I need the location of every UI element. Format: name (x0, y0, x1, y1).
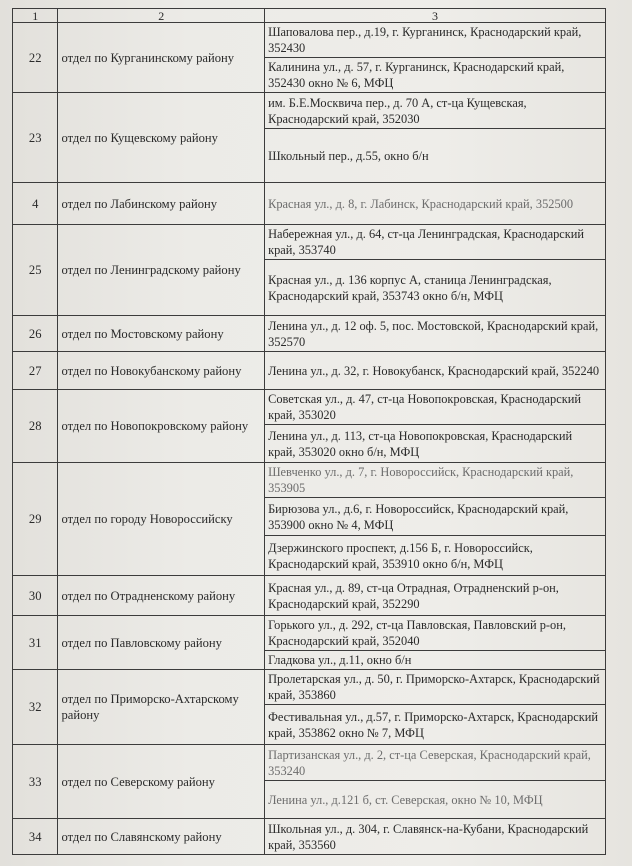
table-row (13, 390, 606, 425)
office-address: Пролетарская ул., д. 50, г. Приморско-Ахтарск, Краснодарский край, 353860 (265, 670, 606, 705)
row-number: 26 (13, 316, 58, 352)
office-address: Калинина ул., д. 57, г. Курганинск, Краснодарский край, 352430 окно № 6, МФЦ (265, 58, 606, 93)
office-address: Ленина ул., д.121 б, ст. Северская, окно № 10, МФЦ (265, 781, 606, 819)
department-name: отдел по Лабинскому району (58, 183, 265, 225)
row-number: 23 (13, 93, 58, 183)
department-name: отдел по Славянскому району (58, 819, 265, 855)
office-address: Ленина ул., д. 32, г. Новокубанск, Краснодарский край, 352240 (265, 352, 606, 390)
office-address: Шаповалова пер., д.19, г. Курганинск, Краснодарский край, 352430 (265, 23, 606, 58)
row-number: 27 (13, 352, 58, 390)
table-row (13, 819, 606, 855)
department-name: отдел по Кущевскому району (58, 93, 265, 183)
office-address: Шевченко ул., д. 7, г. Новороссийск, Краснодарский край, 353905 (265, 463, 606, 498)
department-name: отдел по Мостовскому району (58, 316, 265, 352)
office-address: им. Б.Е.Москвича пер., д. 70 А, ст-ца Кущевская, Краснодарский край, 352030 (265, 93, 606, 129)
row-number: 25 (13, 225, 58, 316)
row-number: 33 (13, 745, 58, 819)
office-address: Фестивальная ул., д.57, г. Приморско-Ахтарск, Краснодарский край, 353862 окно № 7, МФЦ (265, 705, 606, 745)
table-body (13, 23, 606, 855)
row-number: 28 (13, 390, 58, 463)
table-row (13, 576, 606, 616)
row-number: 31 (13, 616, 58, 670)
office-address: Красная ул., д. 8, г. Лабинск, Краснодарский край, 352500 (265, 183, 606, 225)
table-row (13, 183, 606, 225)
table-row (13, 670, 606, 705)
department-name: отдел по городу Новороссийску (58, 463, 265, 576)
department-name: отдел по Отрадненскому району (58, 576, 265, 616)
row-number: 4 (13, 183, 58, 225)
row-number: 29 (13, 463, 58, 576)
office-address: Бирюзова ул., д.6, г. Новороссийск, Краснодарский край, 353900 окно № 4, МФЦ (265, 498, 606, 536)
table-row (13, 616, 606, 651)
offices-table (12, 8, 606, 855)
department-name: отдел по Новокубанскому району (58, 352, 265, 390)
table-row (13, 463, 606, 498)
office-address: Школьный пер., д.55, окно б/н (265, 129, 606, 183)
department-name: отдел по Курганинскому району (58, 23, 265, 93)
office-address: Красная ул., д. 136 корпус А, станица Ленинградская, Краснодарский край, 353743 окно б/н, МФЦ (265, 260, 606, 316)
table-row (13, 93, 606, 129)
department-name: отдел по Павловскому району (58, 616, 265, 670)
department-name: отдел по Ленинградскому району (58, 225, 265, 316)
department-name: отдел по Приморско-Ахтарскому району (58, 670, 265, 745)
header-row (13, 9, 606, 23)
department-name: отдел по Новопокровскому району (58, 390, 265, 463)
office-address: Гладкова ул., д.11, окно б/н (265, 651, 606, 670)
office-address: Набережная ул., д. 64, ст-ца Ленинградская, Краснодарский край, 353740 (265, 225, 606, 260)
office-address: Горького ул., д. 292, ст-ца Павловская, Павловский р-он, Краснодарский край, 352040 (265, 616, 606, 651)
row-number: 30 (13, 576, 58, 616)
office-address: Дзержинского проспект, д.156 Б, г. Новороссийск, Краснодарский край, 353910 окно б/н, МФЦ (265, 536, 606, 576)
office-address: Партизанская ул., д. 2, ст-ца Северская, Краснодарский край, 353240 (265, 745, 606, 781)
header-col-3: 3 (265, 9, 606, 23)
office-address: Советская ул., д. 47, ст-ца Новопокровская, Краснодарский край, 353020 (265, 390, 606, 425)
table-row (13, 745, 606, 781)
table-row (13, 316, 606, 352)
table-row (13, 23, 606, 58)
office-address: Школьная ул., д. 304, г. Славянск-на-Кубани, Краснодарский край, 353560 (265, 819, 606, 855)
row-number: 22 (13, 23, 58, 93)
header-col-2: 2 (58, 9, 265, 23)
department-name: отдел по Северскому району (58, 745, 265, 819)
office-address: Ленина ул., д. 113, ст-ца Новопокровская, Краснодарский край, 353020 окно б/н, МФЦ (265, 425, 606, 463)
header-col-1: 1 (13, 9, 58, 23)
row-number: 32 (13, 670, 58, 745)
office-address: Ленина ул., д. 12 оф. 5, пос. Мостовской, Краснодарский край, 352570 (265, 316, 606, 352)
row-number: 34 (13, 819, 58, 855)
table-row (13, 225, 606, 260)
table-row (13, 352, 606, 390)
office-address: Красная ул., д. 89, ст-ца Отрадная, Отрадненский р-он, Краснодарский край, 352290 (265, 576, 606, 616)
